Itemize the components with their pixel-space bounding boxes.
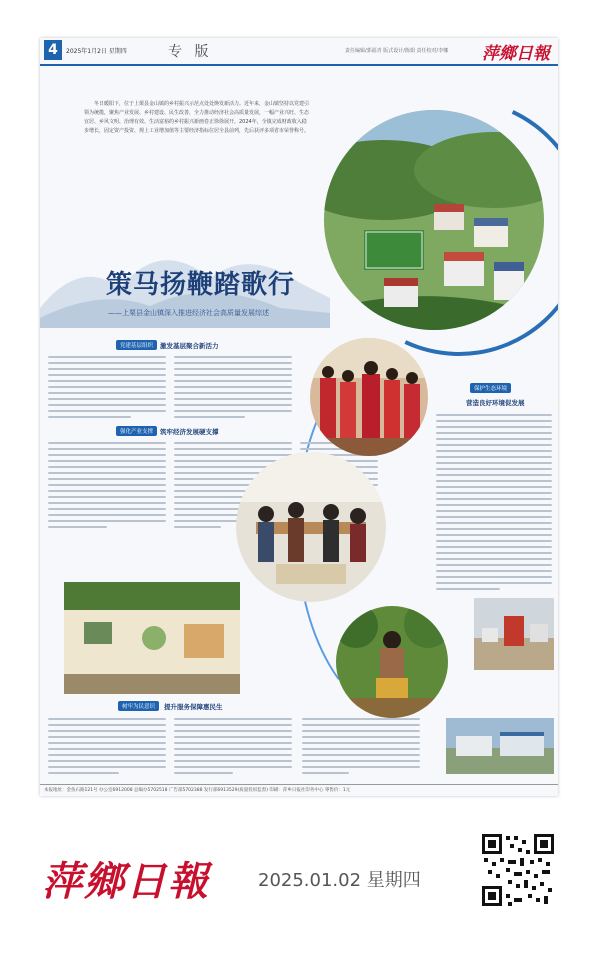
body-text-column [48,442,166,532]
intro-paragraph: 冬日暖阳下，位于上栗县金山镇的乡村振兴示范点处处焕发新活力。近年来，金山镇坚持以党建引领为统揽，聚焦产业发展、乡村建设、民生改善，全力推动经济社会高质量发展，一幅产业兴旺、生态宜居、乡风文明、治理有效、生活富裕的乡村振兴新画卷正徐徐展开。2024年，全镇完成财政收入稳步增长，固定资产投资、规上工业增加值等主要经济指标位居全县前列，先后获评多项省市荣誉称号。 [84,101,310,134]
section-tag-3: 保护生态环境 [470,383,511,393]
mural-graphic [64,582,240,694]
newspaper-info-line: 本报地址：金鱼石路121号 办公室6912008 总编办5702518 广告部5702388 发行部6913529(质量投诉监督) 印刷：萍乡日报社印务中心 零售价：1元 [40,784,558,796]
event-graphic [236,452,386,602]
section-title-1: 激发基层聚合新活力 [160,342,219,350]
industrial-park-photo [446,718,554,774]
body-text-column [436,414,552,594]
section-tag-4: 树牢为民意识 [118,701,159,711]
section-title-4: 提升服务保障惠民生 [164,703,223,711]
village-mural-photo [64,582,240,694]
orchard-farmer-photo [336,606,448,718]
wedding-graphic [310,338,428,456]
newspaper-logo: 萍鄉日報 [42,858,210,905]
section-tag-2: 强化产业支撑 [116,426,157,436]
body-text-column [48,718,166,778]
body-text-column [174,356,292,422]
section-tag-1: 党建基层组织 [116,340,157,350]
qr-code-icon[interactable] [480,832,556,908]
section-title-3: 营造良好环境促发展 [466,399,525,407]
industrial-graphic [446,718,554,774]
body-text-column [174,718,292,778]
construction-graphic [474,598,554,670]
section-title-2: 筑牢经济发展硬支撑 [160,428,219,436]
header-masthead: 萍鄉日報 [482,44,550,64]
page-header-bar [40,38,558,66]
page-number: 4 [44,40,62,60]
article-headline: 策马扬鞭踏歌行 [106,270,296,300]
village-aerial-graphic [324,110,544,330]
construction-site-photo [474,598,554,670]
issue-date: 2025.01.02 星期四 [258,870,421,891]
article-subhead: ——上栗县金山镇深入推进经济社会高质量发展综述 [108,309,269,317]
editor-credits: 责任编辑/郭福青 版式设计/陈娟 责任校对/李娜 [345,48,449,54]
wedding-ceremony-photo [310,338,428,456]
page-date: 2025年1月2日 星期四 [66,48,127,55]
orchard-graphic [336,606,448,718]
newspaper-page [40,38,558,796]
body-text-column [48,356,166,422]
village-aerial-photo [324,110,544,330]
community-event-photo [236,452,386,602]
section-name: 专 版 [168,44,213,60]
body-text-column [302,718,420,778]
